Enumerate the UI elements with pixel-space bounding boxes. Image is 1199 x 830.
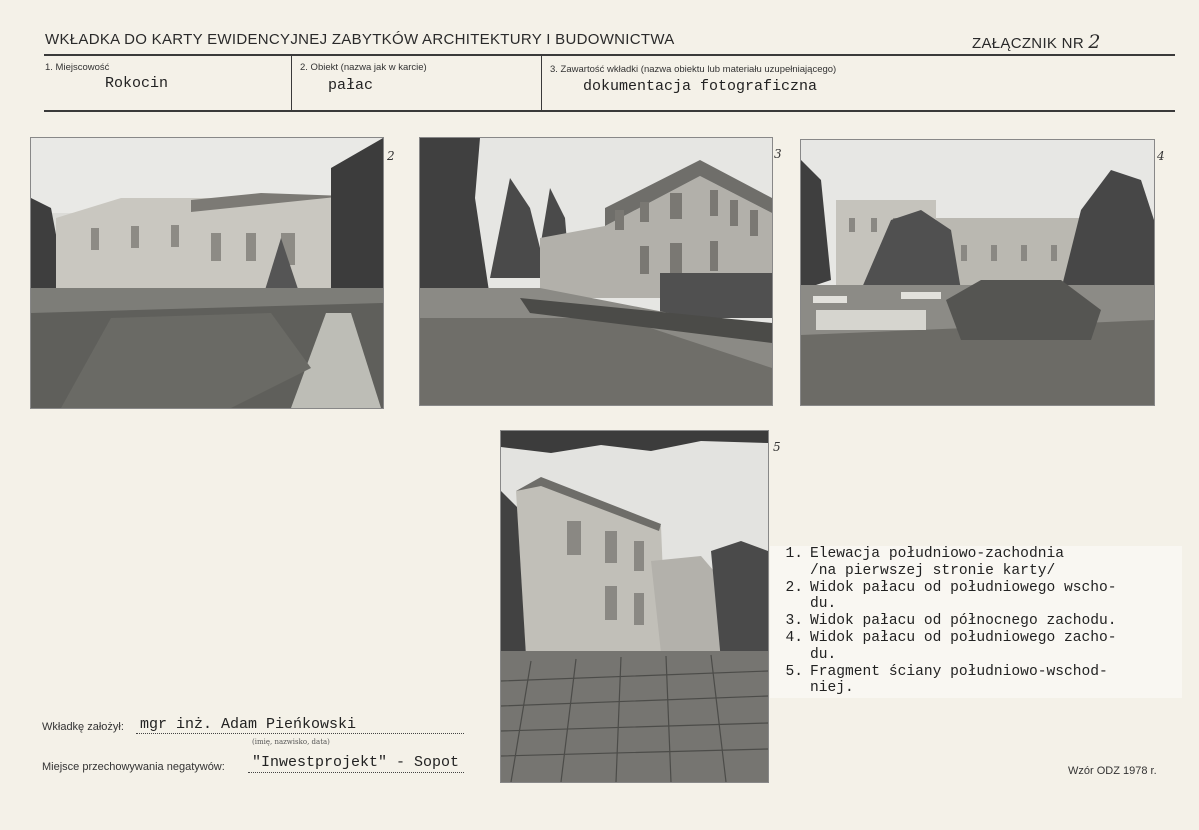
template-id: Wzór ODZ 1978 r. (1068, 765, 1157, 777)
fields-bottom-rule (44, 110, 1175, 112)
caption-line (770, 630, 1182, 647)
photo-4-number: 4 (1157, 149, 1165, 163)
caption-line (770, 546, 1182, 563)
caption-number (770, 563, 810, 580)
caption-line (770, 647, 1182, 664)
caption-text: /na pierwszej stronie karty/ (810, 562, 1056, 579)
storage-value: "Inwestprojekt" - Sopot (252, 754, 460, 771)
caption-line (770, 613, 1182, 630)
caption-number (770, 680, 810, 697)
caption-line (770, 680, 1182, 697)
author-label: Wkładkę założył: (42, 721, 124, 733)
caption-text: Widok pałacu od południowego wscho- (810, 579, 1117, 596)
attachment-number (972, 31, 1101, 53)
photo-3-number: 3 (774, 147, 782, 161)
caption-text: Widok pałacu od południowego zacho- (810, 629, 1117, 646)
photo-3 (419, 137, 773, 406)
form-title: WKŁADKA DO KARTY EWIDENCYJNEJ ZABYTKÓW ARCHITEKTURY I BUDOWNICTWA (45, 31, 675, 48)
caption-line (770, 580, 1182, 597)
caption-text: du. (810, 596, 837, 613)
content-value: dokumentacja fotograficzna (583, 78, 818, 95)
caption-line (770, 596, 1182, 613)
caption-number: 5. (785, 663, 803, 680)
photo-5-number: 5 (773, 440, 781, 454)
content-label: 3. Zawartość wkładki (nazwa obiektu lub materiału uzupełniającego) (550, 64, 837, 75)
attachment-label: ZAŁĄCZNIK NR (972, 35, 1084, 52)
caption-text: Fragment ściany południowo-wschod- (810, 663, 1108, 680)
caption-number: 2. (785, 579, 803, 596)
caption-text: du. (810, 646, 837, 663)
author-hint: (imię, nazwisko, data) (252, 738, 330, 746)
author-dotted-line (136, 733, 464, 734)
caption-text: Elewacja południowo-zachodnia (810, 546, 1064, 562)
caption-number: 4. (785, 629, 803, 646)
locality-label: 1. Miejscowość (45, 62, 110, 73)
photo-5 (500, 430, 769, 783)
field-divider-2 (541, 56, 542, 110)
caption-line (770, 664, 1182, 681)
storage-label: Miejsce przechowywania negatywów: (42, 761, 225, 773)
caption-line (770, 563, 1182, 580)
photo-captions (770, 546, 1182, 698)
author-value: mgr inż. Adam Pieńkowski (140, 716, 357, 733)
caption-number: 3. (785, 613, 803, 630)
header-rule (44, 54, 1175, 56)
photo-4 (800, 139, 1155, 406)
object-label: 2. Obiekt (nazwa jak w karcie) (300, 62, 427, 73)
caption-text: niej. (810, 680, 854, 697)
caption-number (770, 647, 810, 664)
locality-value: Rokocin (105, 75, 169, 92)
field-divider-1 (291, 56, 292, 110)
caption-number (770, 596, 810, 613)
attachment-value: 2 (1088, 31, 1101, 53)
caption-text: Widok pałacu od północnego zachodu. (810, 613, 1117, 630)
photo-2-number: 2 (387, 149, 395, 163)
caption-number: 1. (785, 546, 803, 562)
object-value: pałac (328, 77, 374, 94)
storage-dotted-line (248, 772, 464, 773)
photo-2 (30, 137, 384, 409)
